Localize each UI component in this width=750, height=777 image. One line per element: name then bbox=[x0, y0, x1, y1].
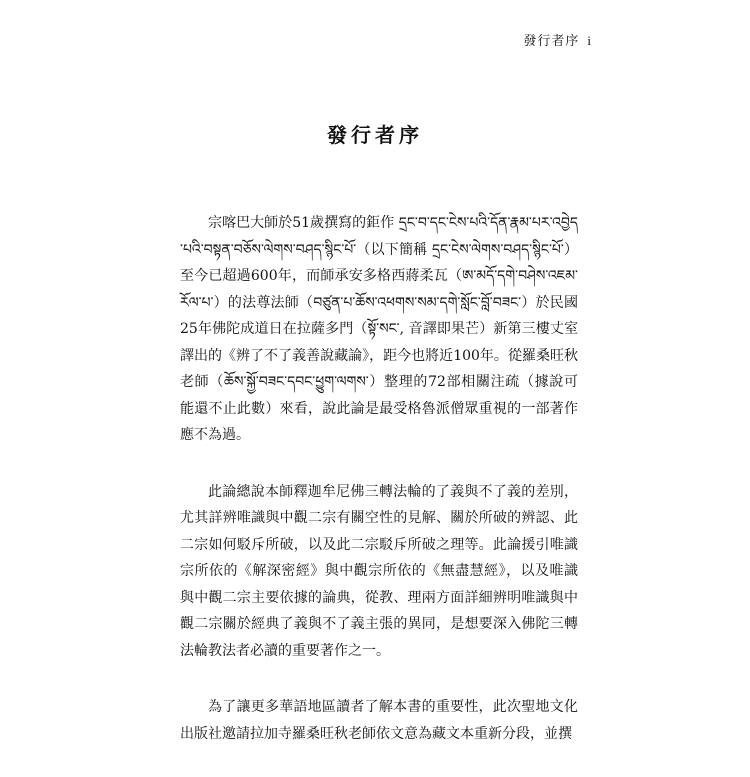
body-text bbox=[180, 210, 578, 777]
running-head-title: 發行者序 bbox=[523, 34, 580, 49]
paragraph-2: 此論總說本師釋迦牟尼佛三轉法輪的了義與不了義的差別，尤其詳辨唯識與中觀二宗有關空性的見解、關於所破的辨認、此二宗如何駁斥所破，以及此二宗駁斥所破之理等。此論援引唯識宗所依的《解深密經》與中觀宗所依的《無盡慧經》，以及唯識與中觀二宗主要依據的論典，從教、理兩方面詳細辨明唯識與中觀二宗關於經典了義與不了義主張的異同，是想要深入佛陀三轉法輪教法者必讀的重要著作之一。 bbox=[180, 483, 578, 659]
paragraph-3: 為了讓更多華語地區讀者了解本書的重要性，此次聖地文化出版社邀請拉加寺羅桑旺秋老師依文意為藏文本重新分段，並撰 bbox=[180, 699, 578, 742]
running-head bbox=[523, 30, 592, 49]
page-title: 發行者序 bbox=[327, 123, 423, 147]
paragraph-1: 宗喀巴大師於51歲撰寫的鉅作 དྲང་བ་དང་ངེས་པའི་དོན་རྣམ་པར་འབྱེད་པའི་བསྟན་བཅོས་ལེགས་བཤད་སྙིང་པོ་（以下簡稱 དྲང་ངེས་ལེགས་བཤད་སྙིང་པོ་）至今已超過600年，而師承安多格西蔣柔瓦（ཨ་མདོ་དགེ་བཤེས་འཇམ་རོལ་པ་）的法尊法師（བཙུན་པ་ཆོས་འཕགས་སམ་དགེ་སློང་བློ་བཟང་）於民國25年佛陀成道日在拉薩多門（སྟོ་སང་, 音譯即果芒）新第三樓丈室譯出的《辨了不了義善說藏論》，距今也將近100年。從羅桑旺秋老師（ཆོས་སྐྱོ་བཟང་དབང་ཕྱུག་ལགས་）整理的72部相關注疏（據說可能還不止此數）來看，說此論是最受格魯派僧眾重視的一部著作應不為過。 bbox=[180, 215, 578, 443]
page-number: i bbox=[587, 33, 592, 48]
